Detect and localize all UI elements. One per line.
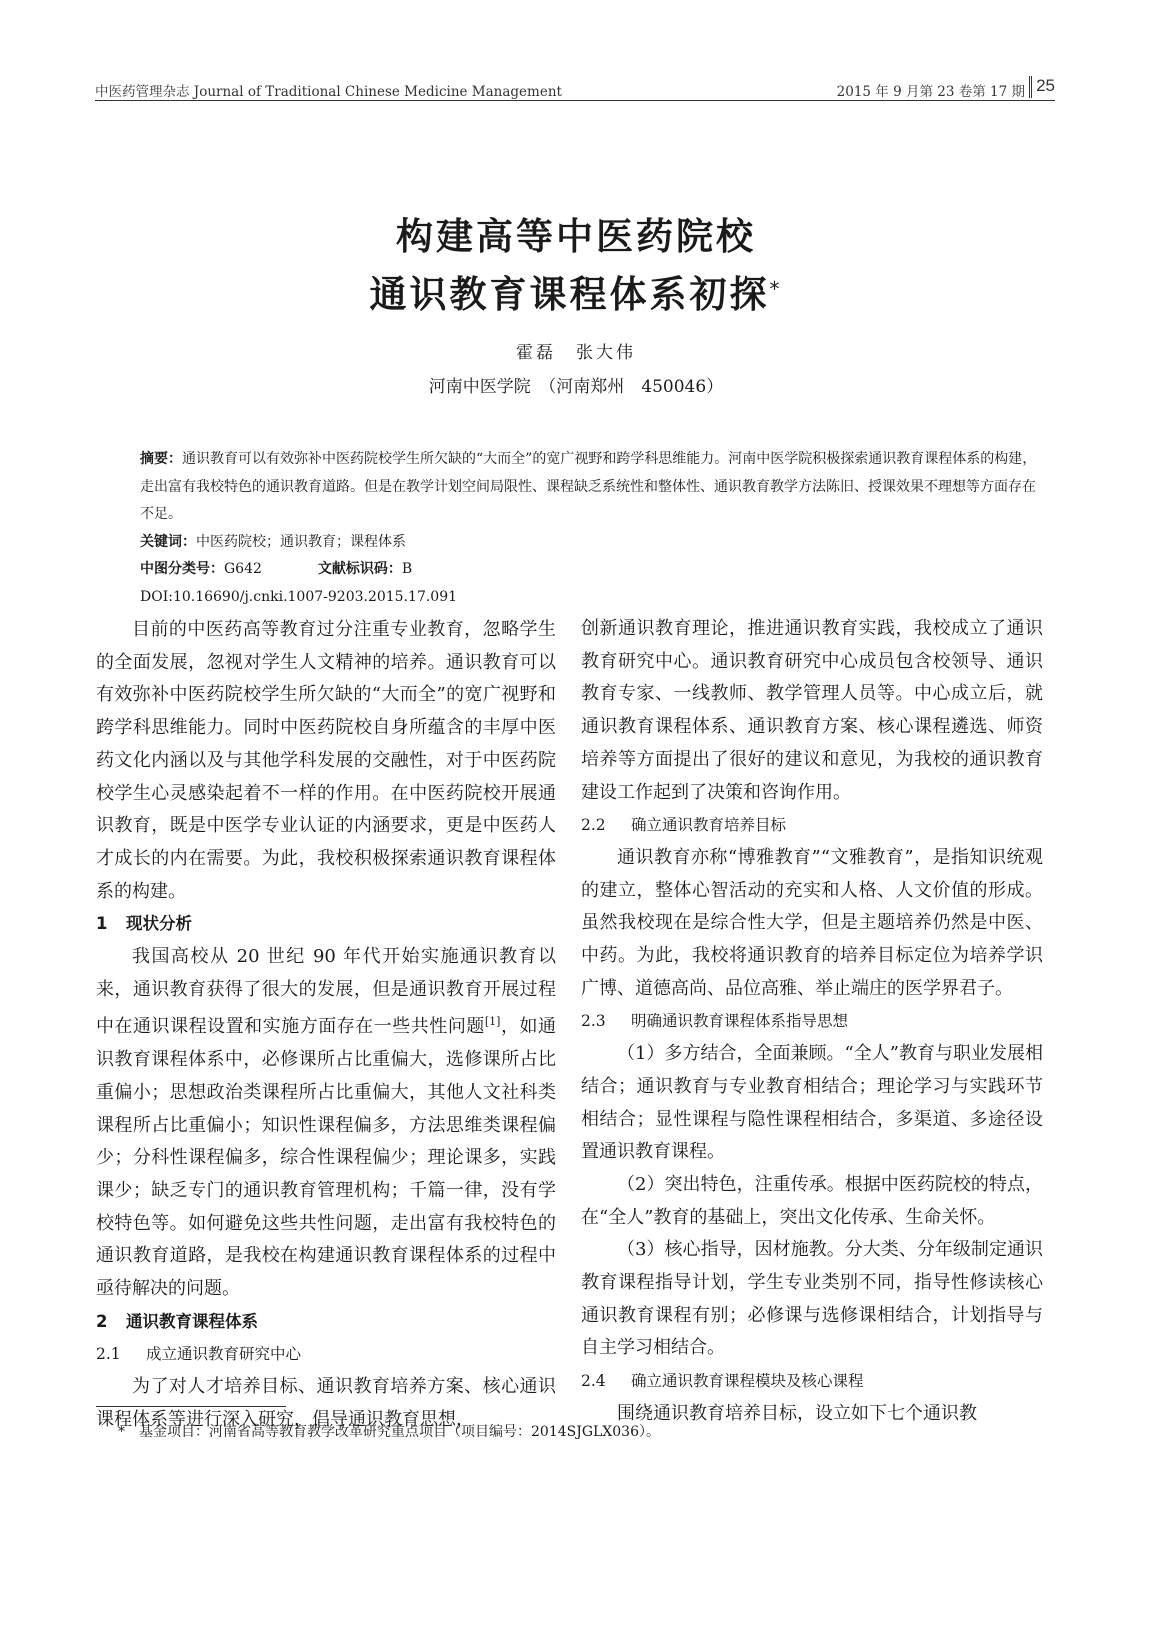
section-2-1-continued: 创新通识教育理论，推进通识教育实践，我校成立了通识教育研究中心。通识教育研究中心成员包含校领导、通识教育专家、一线教师、教学管理人员等。中心成立后，就通识教育课程体系、通识教育方案、核心课程遴选、师资培养等方面提出了很好的建议和意见，为我校的通识教育建设工作起到了决策和咨询作用。	[581, 618, 1043, 803]
section-2-3-item-1: （1）多方结合，全面兼顾。“全人”教育与职业发展相结合；通识教育与专业教育相结合；理论学习与实践环节相结合；显性课程与隐性课程相结合，多渠道、多途径设置通识教育课程。	[581, 1043, 1043, 1163]
abstract-text: 通识教育可以有效弥补中医药院校学生所欠缺的“大而全”的宽广视野和跨学科思维能力。河南中医学院积极探索通识教育课程体系的构建，走出富有我校特色的通识教育道路。但是在教学计划空间局限性、课程缺乏系统性和整体性、通识教育教学方法陈旧、授课效果不理想等方面存在不足。	[140, 451, 1037, 522]
title-line-2	[0, 266, 1152, 324]
clc	[140, 556, 262, 584]
doi: DOI:10.16690/j.cnki.1007-9203.2015.17.091	[140, 588, 458, 605]
footnote: * 基金项目：河南省高等教育教学改革研究重点项目（项目编号：2014SJGLX036）。	[118, 1424, 660, 1440]
title-line-2-text: 通识教育课程体系初探	[369, 273, 770, 316]
abstract	[140, 446, 1040, 529]
footnote-divider	[96, 1406, 286, 1407]
affiliation: 河南中医学院 （河南郑州 450046）	[428, 377, 724, 397]
section-2-1-heading	[96, 1338, 556, 1371]
section-2-3-heading	[581, 1005, 1043, 1038]
clc-value: G642	[224, 561, 262, 577]
running-header	[95, 78, 1055, 101]
abstract-label: 摘要：	[140, 451, 182, 467]
section-1-text-a: 我国高校从 20 世纪 90 年代开始实施通识教育以来，通识教育获得了很大的发展，但是通识教育开展过程中在通识课程设置和实施方面存在一些共性问题	[96, 946, 556, 1038]
issue-info: 2015 年 9 月第 23 卷第 17 期	[836, 84, 1025, 100]
section-2-number: 2	[96, 1311, 108, 1331]
section-2-2-title: 确立通识教育培养目标	[631, 816, 787, 835]
section-2-4-paragraph: 围绕通识教育培养目标，设立如下七个通识教	[617, 1402, 977, 1424]
abstract-block	[140, 446, 1040, 611]
clc-label: 中图分类号：	[140, 561, 224, 577]
page-number: 25	[1029, 76, 1055, 98]
section-2-4-number: 2.4	[581, 1372, 606, 1391]
section-2-2-heading	[581, 809, 1043, 842]
journal-name: 中医药管理杂志 Journal of Traditional Chinese Medicine Management	[95, 84, 562, 100]
section-1-paragraph	[96, 941, 556, 1306]
section-2-1-paragraph: 为了对人才培养目标、通识教育培养方案、核心通识课程体系等进行深入研究，倡导通识教育思想，	[96, 1376, 556, 1430]
section-2-2-paragraph: 通识教育亦称“博雅教育”“文雅教育”，是指知识统观的建立，整体心智活动的充实和人格、人文价值的形成。虽然我校现在是综合性大学，但是主题培养仍然是中医、中药。为此，我校将通识教育的培养目标定位为培养学识广博、道德高尚、品位高雅、举止端庄的医学界君子。	[581, 846, 1043, 999]
fund-mark: *	[769, 277, 783, 301]
doccode-label: 文献标识码：	[317, 561, 402, 577]
right-column	[581, 613, 1043, 1431]
keywords-text: 中医药院校；通识教育；课程体系	[196, 533, 406, 550]
section-2-4-heading	[581, 1365, 1043, 1398]
authors: 霍磊 张大伟	[516, 343, 636, 363]
section-2-heading	[96, 1306, 556, 1339]
section-2-3-item-2: （2）突出特色，注重传承。根据中医药院校的特点，在“全人”教育的基础上，突出文化传承、生命关怀。	[581, 1173, 1043, 1228]
left-column	[96, 614, 556, 1437]
section-2-3-item-3: （3）核心指导，因材施教。分大类、分年级制定通识教育课程指导计划，学生专业类别不同，指导性修读核心通识教育课程有别；必修课与选修课相结合，计划指导与自主学习相结合。	[581, 1239, 1043, 1359]
citation-ref[interactable]: [1]	[484, 1015, 501, 1029]
section-1-title: 现状分析	[126, 914, 192, 934]
section-1-number: 1	[96, 914, 108, 934]
article-title	[0, 208, 1152, 324]
section-1-heading	[96, 908, 556, 941]
section-2-1-number: 2.1	[96, 1345, 121, 1364]
title-line-1: 构建高等中医药院校	[396, 215, 756, 258]
section-2-4-title: 确立通识教育课程模块及核心课程	[631, 1372, 864, 1391]
intro-paragraph: 目前的中医药高等教育过分注重专业教育，忽略学生的全面发展，忽视对学生人文精神的培养。通识教育可以有效弥补中医药院校学生所欠缺的“大而全”的宽广视野和跨学科思维能力。同时中医药院校自身所蕴含的丰厚中医药文化内涵以及与其他学科发展的交融性，对于中医药院校学生心灵感染起着不一样的作用。在中医药院校开展通识教育，既是中医学专业认证的内涵要求，更是中医药人才成长的内在需要。为此，我校积极探索通识教育课程体系的构建。	[96, 619, 556, 902]
section-2-2-number: 2.2	[581, 816, 606, 835]
section-2-3-title: 明确通识教育课程体系指导思想	[631, 1012, 849, 1031]
doccode-value: B	[401, 561, 413, 577]
section-2-title: 通识教育课程体系	[126, 1311, 258, 1331]
keywords	[140, 529, 1040, 557]
section-2-1-title: 成立通识教育研究中心	[146, 1345, 302, 1364]
classification	[140, 556, 1040, 584]
doc-code	[318, 556, 412, 584]
section-2-3-number: 2.3	[581, 1012, 606, 1031]
section-1-text-b: ，如通识教育课程体系中，必修课所占比重偏大，选修课所占比重偏小；思想政治类课程所占比重偏大，其他人文社科类课程所占比重偏小；知识性课程偏多，方法思维类课程偏少；分科性课程偏多，综合性课程偏少；理论课多，实践课少；缺乏专门的通识教育管理机构；千篇一律，没有学校特色等。如何避免这些共性问题，走出富有我校特色的通识教育道路，是我校在构建通识教育课程体系的过程中亟待解决的问题。	[96, 1016, 557, 1300]
keywords-label: 关键词：	[140, 533, 196, 550]
